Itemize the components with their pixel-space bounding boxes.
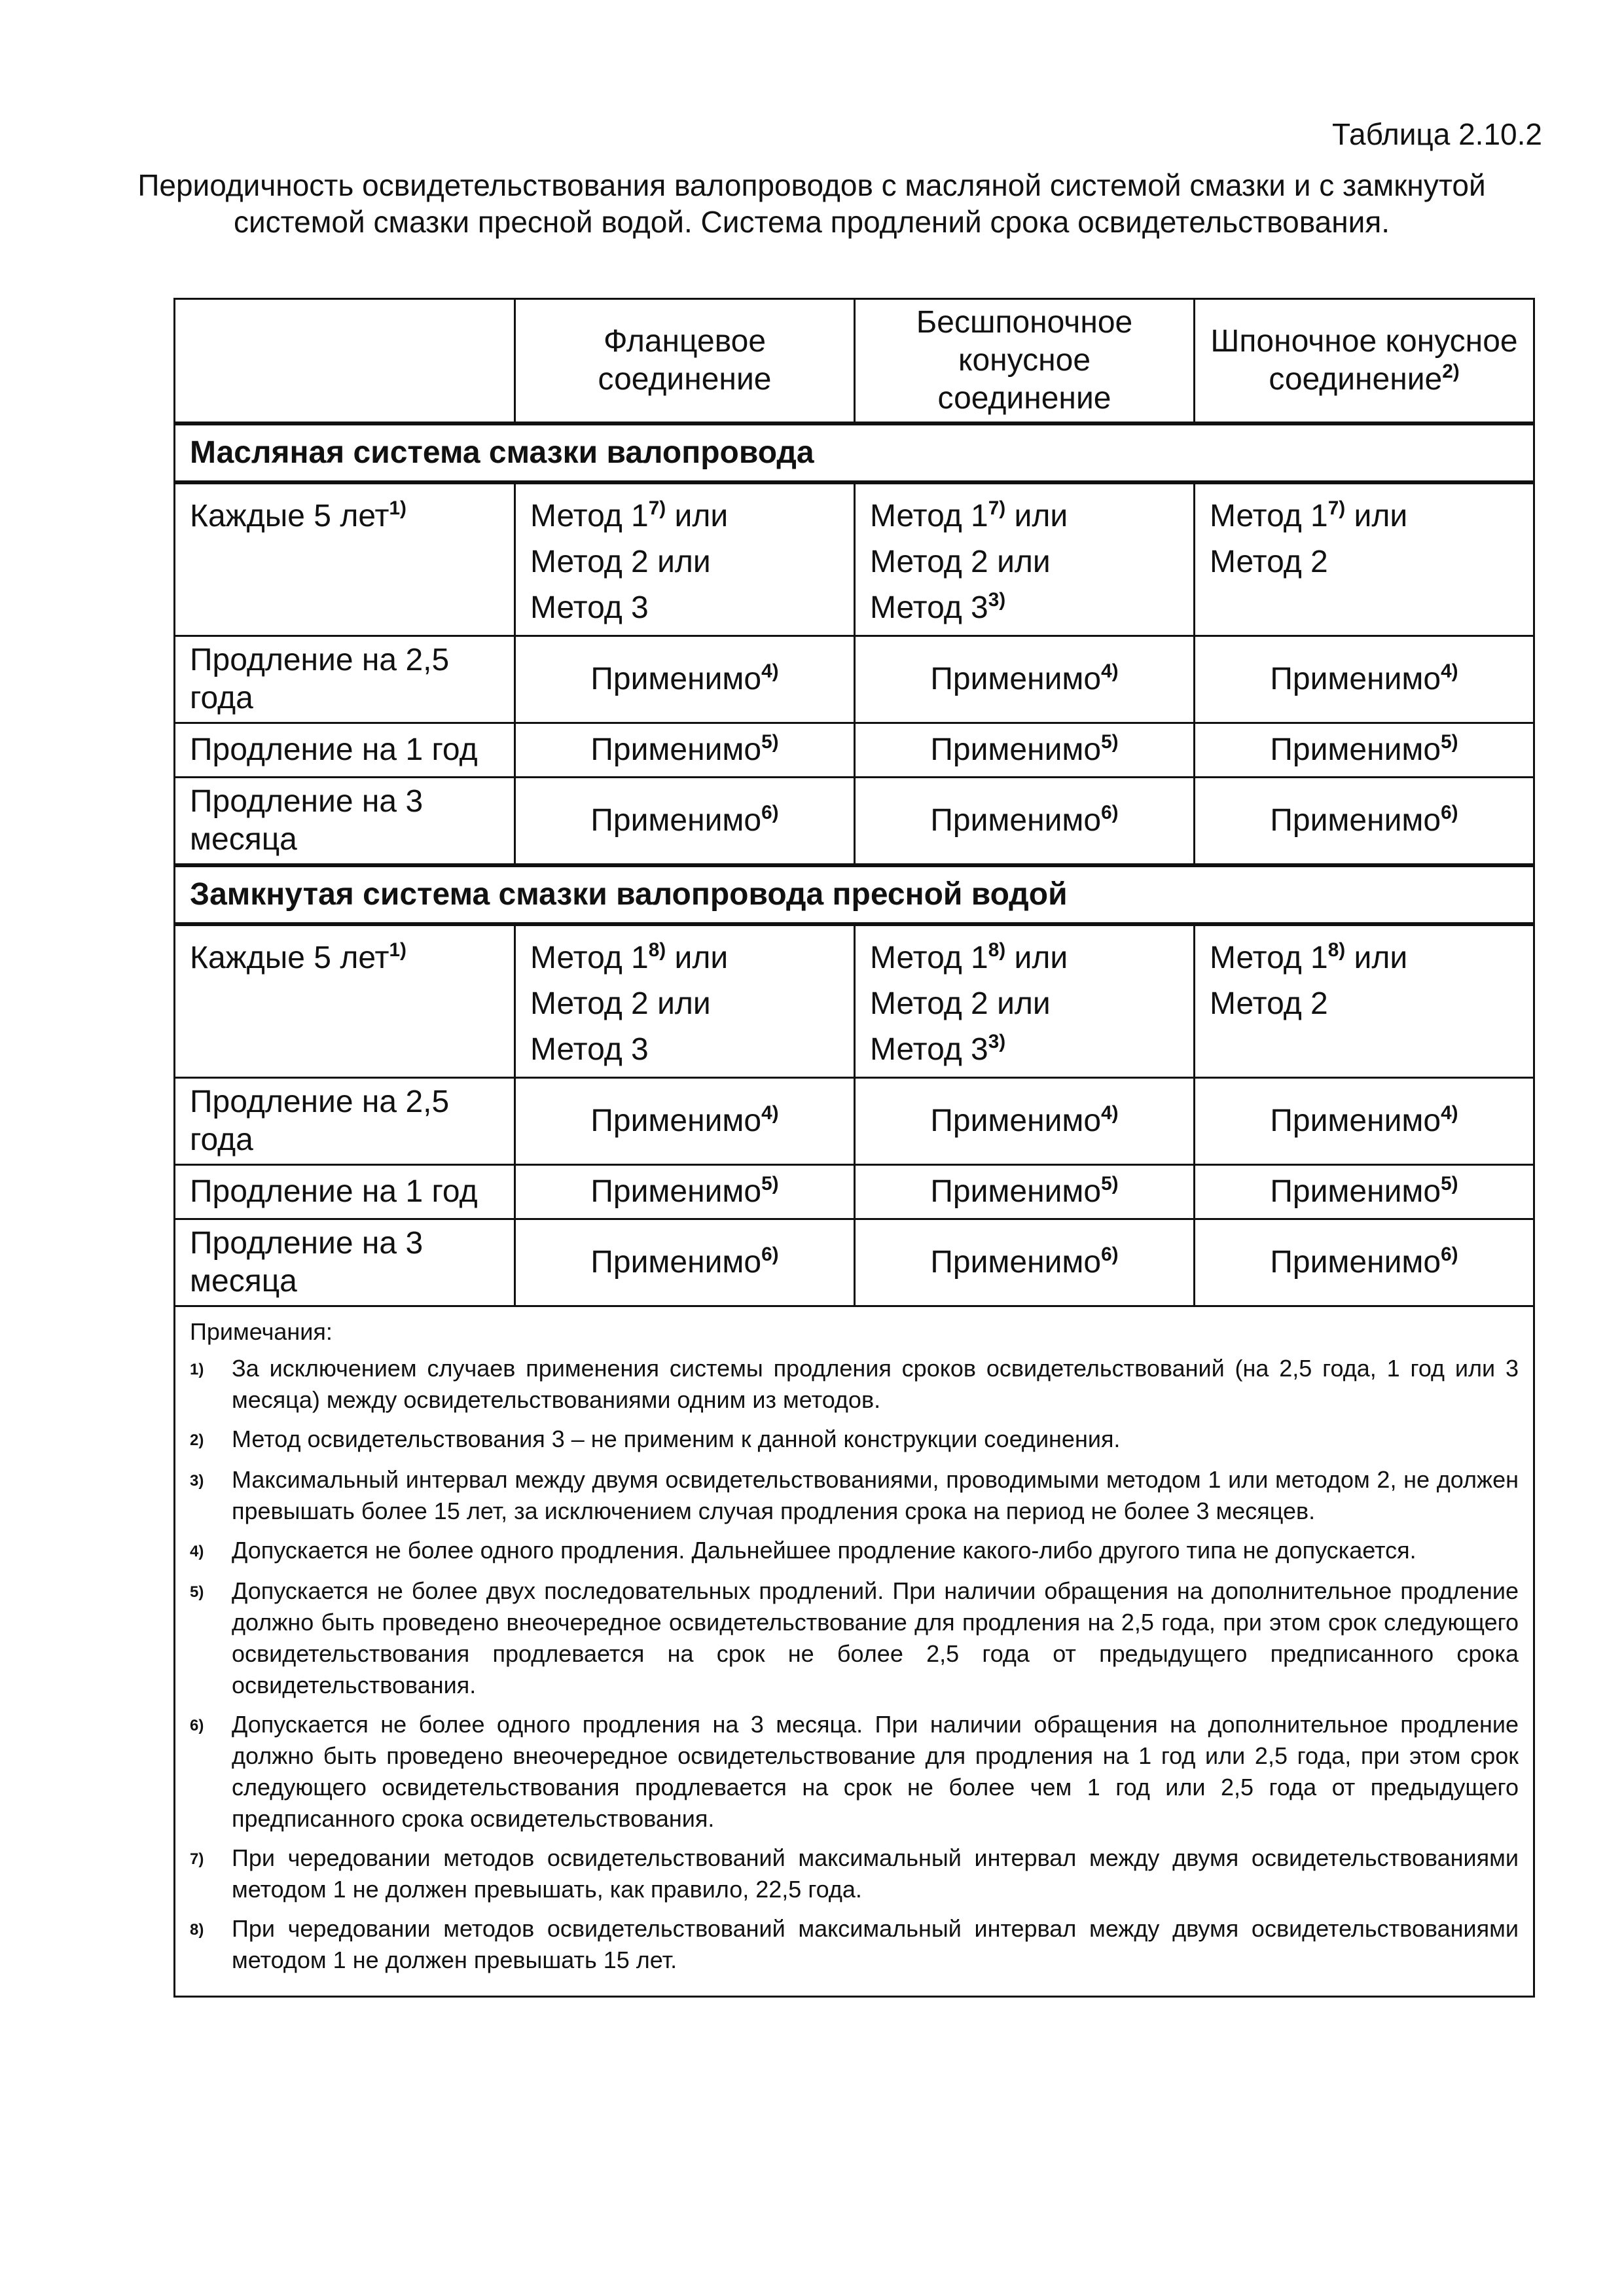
footnote-ref: 5) [761,731,779,753]
footnote-ref: 4) [1101,660,1119,683]
method-line [870,493,1179,539]
footnote-ref: 4) [761,1102,779,1124]
footnote-ref: 3) [988,589,1006,611]
applicable-cell [855,1078,1195,1165]
footnote-ref: 8) [988,939,1006,961]
footnote-ref: 5) [1441,1173,1458,1195]
note-text: Максимальный интервал между двумя освидетельствованиями, проводимыми методом 1 или методом 2, не должен превышать более 15 лет, за исключением случая продления срока на период не более 3 месяцев. [232,1466,1519,1524]
note-text: Допускается не более одного продления. Дальнейшее продление какого-либо другого типа не допускается. [232,1537,1416,1564]
footnote-ref: 5) [1101,731,1119,753]
note-item [190,1353,1519,1416]
footnote-ref: 3) [988,1031,1006,1053]
method-text: Метод 2 или [870,986,1051,1021]
method-line [1210,935,1519,981]
footnote-ref: 4) [761,660,779,683]
section-row [175,423,1534,482]
method-line [870,981,1179,1027]
method-line [530,493,839,539]
notes-list [190,1353,1519,1976]
note-text: При чередовании методов освидетельствований максимальный интервал между двумя освидетельствованиями методом 1 не должен превышать, как правило, 22,5 года. [232,1844,1519,1903]
extension-1-year-row [175,723,1534,778]
applicable-cell [515,778,855,866]
method-text: Метод 1 [1210,941,1328,975]
applicable-cell [1195,1078,1534,1165]
footnote-ref: 8) [648,939,666,961]
row-label-text: Каждые 5 лет [190,499,389,533]
method-cell [1195,482,1534,636]
method-line [530,1027,839,1073]
method-line [1210,981,1519,1027]
method-suffix: или [1345,941,1408,975]
note-mark: 4) [190,1543,204,1560]
footnote-ref: 1) [389,939,406,961]
notes-row [175,1306,1534,1997]
applicable-text: Применимо [1270,1103,1441,1138]
applicable-cell [515,1078,855,1165]
method-line [870,585,1179,631]
row-label: Продление на 2,5 года [175,1078,515,1165]
header-keyed-cone: Шпоночное конусное соединение$^{2)}$ [1195,299,1534,424]
applicable-cell [855,1165,1195,1219]
applicable-cell [1195,1219,1534,1306]
header-flange: Фланцевое соединение [515,299,855,424]
section-title: Замкнутая система смазки валопровода пресной водой [175,865,1534,924]
footnote-ref: 1) [389,497,406,520]
row-label: Продление на 1 год [175,723,515,778]
footnote-ref: 5) [1441,731,1458,753]
footnote-ref: 4) [1101,1102,1119,1124]
extension-2-5-years-row [175,636,1534,723]
footnote-ref: 4) [1441,660,1458,683]
applicable-text: Применимо [930,732,1102,767]
applicable-text: Применимо [590,1174,762,1209]
applicable-text: Применимо [590,662,762,696]
method-line [1210,539,1519,585]
applicable-text: Применимо [1270,1245,1441,1280]
method-cell [855,482,1195,636]
method-suffix: или [1345,499,1408,533]
applicable-text: Применимо [1270,662,1441,696]
note-item [190,1709,1519,1835]
applicable-cell [1195,636,1534,723]
method-line [870,1027,1179,1073]
section-title: Масляная система смазки валопровода [175,423,1534,482]
extension-3-months-row [175,778,1534,866]
footnote-ref: 6) [761,1244,779,1266]
method-text: Метод 2 [1210,545,1328,579]
applicable-cell [515,1219,855,1306]
method-line [530,539,839,585]
note-item [190,1464,1519,1527]
method-text: Метод 1 [530,941,649,975]
footnote-ref: 7) [1327,497,1346,520]
note-item [190,1535,1519,1568]
applicable-cell [855,778,1195,866]
method-cell [515,482,855,636]
every-5-years-row [175,924,1534,1078]
row-label: Продление на 3 месяца [175,1219,515,1306]
table-number: Таблица 2.10.2 [1331,117,1542,151]
method-text: Метод 2 или [530,986,711,1021]
method-line [530,585,839,631]
note-mark: 3) [190,1472,204,1490]
note-mark: 7) [190,1850,204,1868]
applicable-cell [1195,778,1534,866]
footnote-ref: 6) [1441,1244,1458,1266]
applicable-text: Применимо [1270,1174,1441,1209]
method-line [870,935,1179,981]
applicable-text: Применимо [930,1245,1102,1280]
applicable-text: Применимо [1270,732,1441,767]
method-cell [855,924,1195,1078]
method-text: Метод 3 [530,590,649,625]
note-item [190,1842,1519,1905]
applicable-text: Применимо [590,1103,762,1138]
method-text: Метод 1 [870,941,988,975]
applicable-text: Применимо [590,803,762,838]
note-mark: 1) [190,1361,204,1378]
applicable-text: Применимо [930,803,1102,838]
applicable-cell [515,636,855,723]
note-text: При чередовании методов освидетельствований максимальный интервал между двумя освидетельствованиями методом 1 не должен превышать 15 лет. [232,1915,1519,1973]
applicable-cell [1195,723,1534,778]
footnote-ref: 6) [761,802,779,824]
method-text: Метод 3 [870,1032,988,1067]
applicable-text: Применимо [930,1174,1102,1209]
applicable-cell [855,1219,1195,1306]
method-text: Метод 1 [1210,499,1328,533]
method-text: Метод 3 [870,590,988,625]
note-mark: 8) [190,1921,204,1939]
note-text: За исключением случаев применения системы продления сроков освидетельствований (на 2,5 года, 1 год или 3 месяца) между освидетельствованиями одним из методов. [232,1355,1519,1413]
applicable-text: Применимо [590,732,762,767]
row-label: Продление на 3 месяца [175,778,515,866]
method-text: Метод 1 [530,499,649,533]
notes-title: Примечания: [190,1318,333,1345]
applicable-text: Применимо [1270,803,1441,838]
applicable-cell [1195,1165,1534,1219]
method-line [1210,493,1519,539]
method-line [530,935,839,981]
applicable-cell [855,723,1195,778]
method-line [870,539,1179,585]
method-suffix: или [666,941,729,975]
applicable-cell [515,723,855,778]
footnote-ref: 6) [1101,802,1119,824]
extension-2-5-years-row [175,1078,1534,1165]
note-item [190,1424,1519,1456]
note-text: Допускается не более двух последовательных продлений. При наличии обращения на дополнительное продление должно быть проведено внеочередное освидетельствование для продления на 2,5 года, при этом срок следующего освидетельствования продлевается на срок не более 2,5 года от предыдущего предписанного срока освидетельствования. [232,1577,1519,1698]
footnote-ref: 7) [988,497,1006,520]
notes-cell [175,1306,1534,1997]
row-label-text: Каждые 5 лет [190,941,389,975]
row-label [175,924,515,1078]
applicable-cell [855,636,1195,723]
method-cell [1195,924,1534,1078]
row-label [175,482,515,636]
footnote-ref: 7) [648,497,666,520]
note-mark: 2) [190,1431,204,1449]
method-line [530,981,839,1027]
method-text: Метод 1 [870,499,988,533]
footnote-ref: 5) [1101,1173,1119,1195]
note-text: Метод освидетельствования 3 – не применим к данной конструкции соединения. [232,1426,1121,1452]
applicable-text: Применимо [930,662,1102,696]
note-item [190,1575,1519,1701]
footnote-ref: 8) [1327,939,1346,961]
method-suffix: или [1005,941,1068,975]
every-5-years-row [175,482,1534,636]
footnote-ref: 5) [761,1173,779,1195]
extension-3-months-row [175,1219,1534,1306]
header-empty-cell [175,299,515,424]
method-text: Метод 2 или [870,545,1051,579]
section-row [175,865,1534,924]
header-row [175,299,1534,424]
applicable-cell [515,1165,855,1219]
table-caption: Периодичность освидетельствования валопроводов с масляной системой смазки и с замкнутой системой смазки пресной водой. Система продлений срока освидетельствования. [137,168,1486,239]
footnote-ref: 4) [1441,1102,1458,1124]
row-label: Продление на 1 год [175,1165,515,1219]
footnote-ref: 6) [1441,802,1458,824]
row-label: Продление на 2,5 года [175,636,515,723]
footnote-ref: 6) [1101,1244,1119,1266]
method-suffix: или [1005,499,1068,533]
method-text: Метод 2 [1210,986,1328,1021]
note-mark: 5) [190,1583,204,1601]
method-suffix: или [666,499,729,533]
note-item [190,1913,1519,1976]
survey-periodicity-table [173,298,1535,1998]
note-mark: 6) [190,1717,204,1734]
header-keyless-cone: Бесшпоночное конусное соединение [855,299,1195,424]
method-text: Метод 3 [530,1032,649,1067]
method-cell [515,924,855,1078]
applicable-text: Применимо [590,1245,762,1280]
note-text: Допускается не более одного продления на 3 месяца. При наличии обращения на дополнительное продление должно быть проведено внеочередное освидетельствование для продления на 1 год или 2,5 года, при этом срок следующего освидетельствования продлевается на срок не более чем 1 год или 2,5 года от предыдущего предписанного срока освидетельствования. [232,1711,1519,1832]
applicable-text: Применимо [930,1103,1102,1138]
method-text: Метод 2 или [530,545,711,579]
extension-1-year-row [175,1165,1534,1219]
